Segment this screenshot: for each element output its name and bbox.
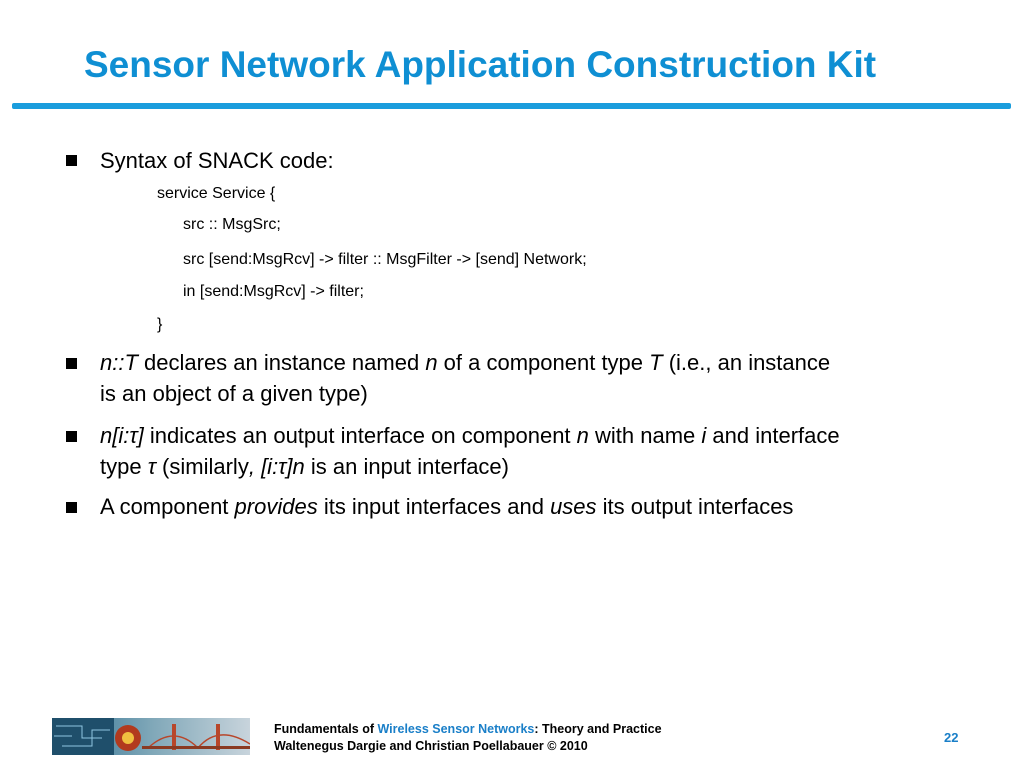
code-line: in [send:MsgRcv] -> filter; [183, 283, 364, 300]
text: : Theory and Practice [534, 722, 662, 736]
footer-book-title [274, 722, 662, 736]
bullet-square-icon [66, 431, 77, 442]
code-line: src [send:MsgRcv] -> filter :: MsgFilter -> [send] Network; [183, 251, 587, 268]
text-italic: provides [234, 494, 318, 519]
bullet-component [100, 494, 793, 520]
text: type [100, 454, 148, 479]
bullet-instance-cont: is an object of a given type) [100, 381, 368, 406]
bullet-interface-cont [100, 454, 509, 480]
slide-title: Sensor Network Application Construction Kit [84, 44, 877, 85]
footer-banner-image [52, 718, 250, 755]
bullet-square-icon [66, 502, 77, 513]
text-italic: T [649, 350, 663, 375]
text-italic: n [576, 423, 589, 448]
text-highlight: Wireless Sensor Networks [377, 722, 535, 736]
text: and interface [706, 423, 840, 448]
code-line: } [157, 316, 163, 333]
text-italic: [i:τ]n [261, 454, 305, 479]
text-italic: n::T [100, 350, 138, 375]
footer-banner-graphic [52, 718, 250, 755]
text: of a component type [437, 350, 650, 375]
text: (similarly [155, 454, 249, 479]
bullet-interface [100, 423, 840, 449]
text-italic: n [425, 350, 438, 375]
text: is an input interface) [304, 454, 509, 479]
code-line: src :: MsgSrc; [183, 216, 281, 233]
text: its output interfaces [596, 494, 794, 519]
bullet-instance [100, 350, 830, 376]
text-italic: n[i:τ] [100, 423, 144, 448]
text-italic: τ [147, 454, 156, 479]
footer-authors: Waltenegus Dargie and Christian Poellabauer © 2010 [274, 739, 588, 753]
bullet-square-icon [66, 358, 77, 369]
text-italic: uses [550, 494, 597, 519]
text: (i.e., an instance [662, 350, 831, 375]
text: A component [100, 494, 235, 519]
text: its input interfaces and [317, 494, 551, 519]
text: indicates an output interface on component [143, 423, 577, 448]
page-number: 22 [944, 730, 959, 745]
text: declares an instance named [137, 350, 426, 375]
bullet-square-icon [66, 155, 77, 166]
text: Fundamentals of [274, 722, 378, 736]
text: with name [588, 423, 702, 448]
text-italic: , [248, 454, 262, 479]
text-italic: i [701, 423, 707, 448]
bullet-syntax: Syntax of SNACK code: [100, 148, 334, 173]
title-divider [12, 103, 1011, 109]
code-line: service Service { [157, 185, 276, 202]
